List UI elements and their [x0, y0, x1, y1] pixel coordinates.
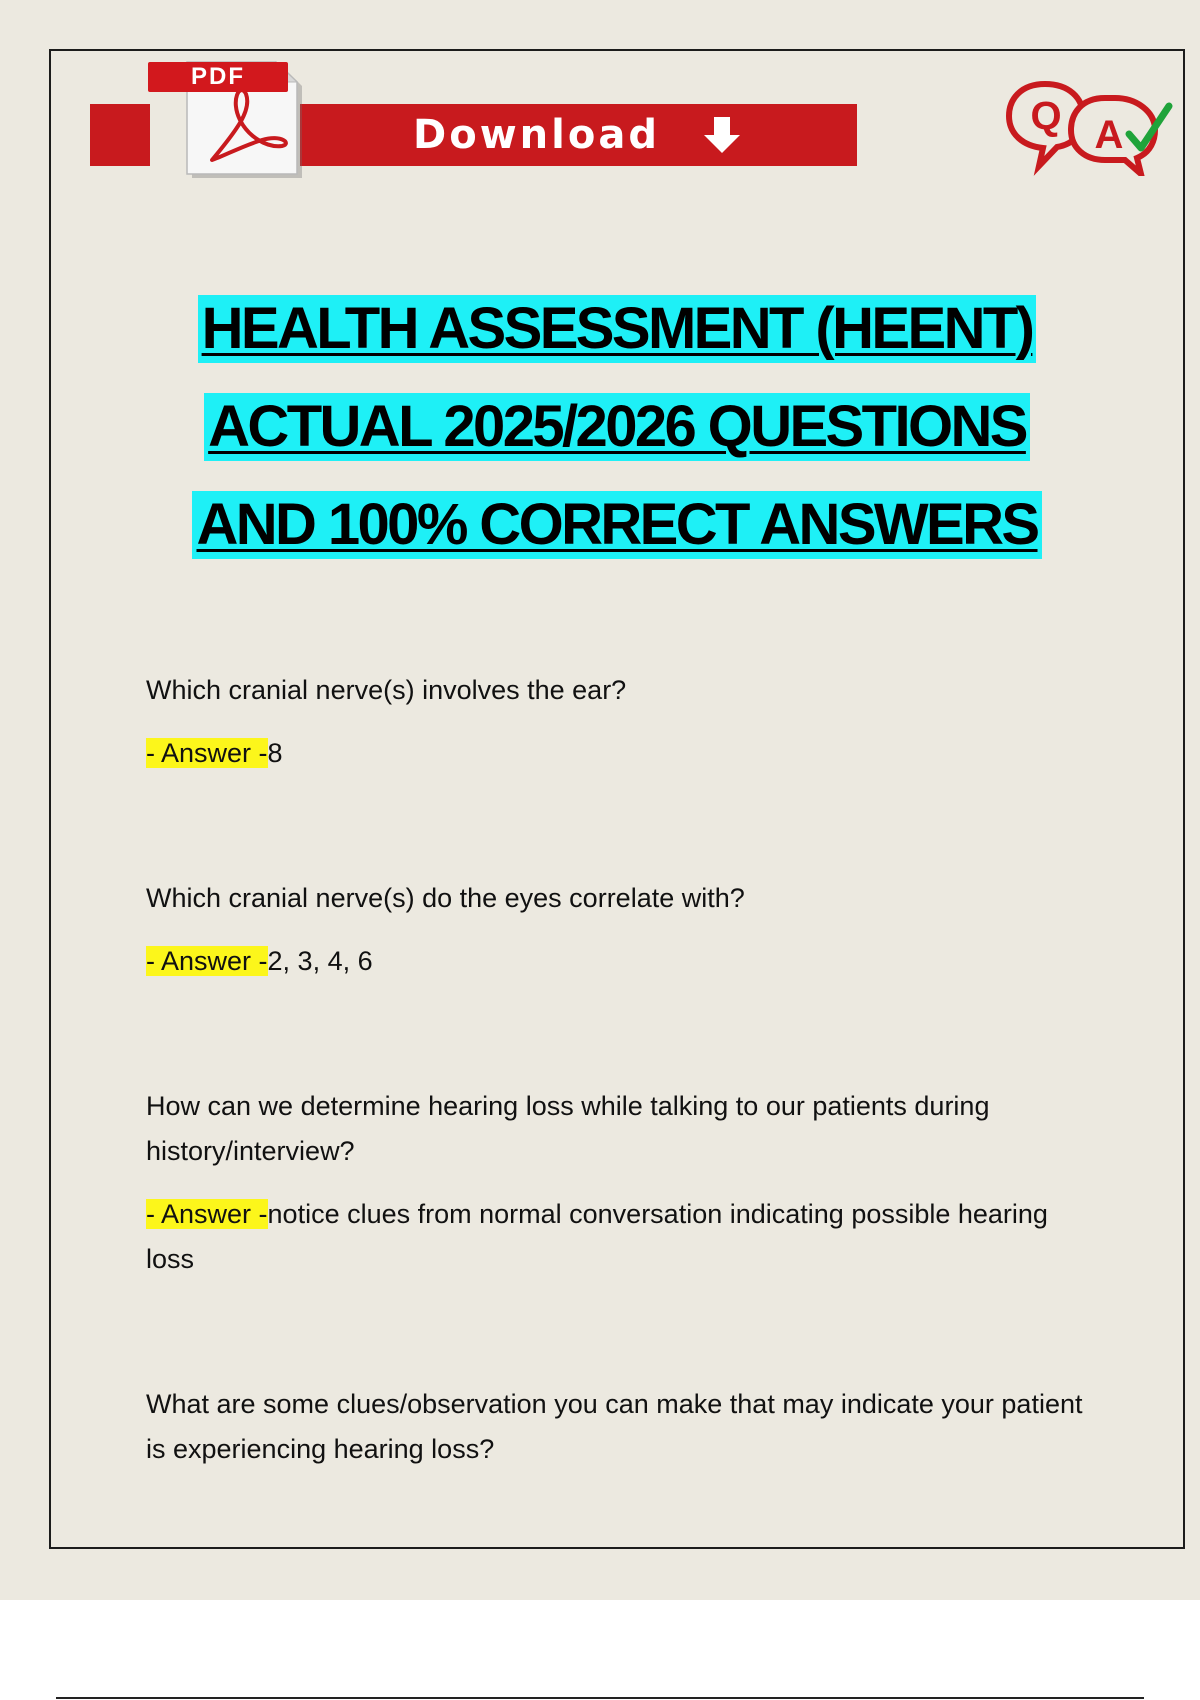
question-text: Which cranial nerve(s) do the eyes correlate with? [146, 883, 745, 913]
question-text: How can we determine hearing loss while talking to our patients during history/interview? [146, 1091, 990, 1166]
document-title [0, 295, 1200, 589]
svg-text:Q: Q [1030, 94, 1062, 138]
title-line-3: AND 100% CORRECT ANSWERS [192, 491, 1041, 559]
question-text: Which cranial nerve(s) involves the ear? [146, 675, 627, 705]
answer-label: - Answer - [146, 946, 268, 976]
answer-line [146, 1192, 1096, 1282]
question-text: What are some clues/observation you can make that may indicate your patient is experiencing hearing loss? [146, 1389, 1083, 1464]
qa-item [146, 668, 1096, 776]
answer-label: - Answer - [146, 738, 268, 768]
title-line-1: HEALTH ASSESSMENT (HEENT) [198, 295, 1037, 363]
bottom-divider [56, 1697, 1144, 1699]
download-button[interactable] [300, 104, 857, 166]
answer-text: notice clues from normal conversation indicating possible hearing loss [146, 1199, 1048, 1274]
answer-label: - Answer - [146, 1199, 268, 1229]
answer-text: 2, 3, 4, 6 [267, 946, 373, 976]
download-arrow-icon [700, 113, 744, 157]
qa-item [146, 876, 1096, 984]
answer-line [146, 731, 1096, 776]
pdf-download-banner[interactable] [90, 60, 860, 180]
banner-left-block [90, 104, 150, 166]
answer-text: 8 [267, 738, 283, 768]
download-label: Download [413, 112, 660, 158]
svg-text:A: A [1094, 113, 1124, 157]
qa-item [146, 1382, 1096, 1472]
qa-logo-icon [1005, 76, 1173, 176]
pdf-document-icon [142, 60, 302, 178]
qa-list [146, 668, 1096, 1490]
title-line-2: ACTUAL 2025/2026 QUESTIONS [204, 393, 1030, 461]
qa-item [146, 1084, 1096, 1282]
pdf-tag: PDF [148, 62, 288, 92]
answer-line [146, 939, 1096, 984]
